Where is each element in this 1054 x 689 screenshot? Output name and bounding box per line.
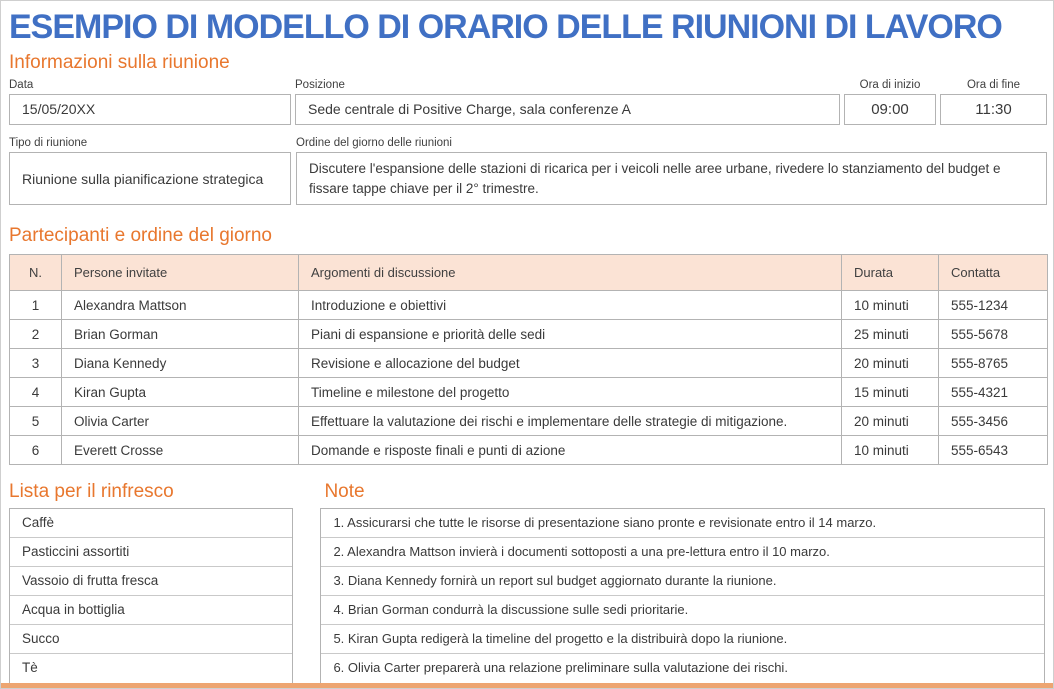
date-field[interactable]: 15/05/20XX	[9, 94, 291, 125]
row-number: 4	[10, 378, 62, 407]
duration: 10 minuti	[842, 436, 939, 465]
discussion-topic: Revisione e allocazione del budget	[299, 349, 842, 378]
contact: 555-4321	[939, 378, 1048, 407]
discussion-topic: Introduzione e obiettivi	[299, 291, 842, 320]
col-header-contact: Contatta	[939, 255, 1048, 291]
col-header-duration: Durata	[842, 255, 939, 291]
note-item: 6. Olivia Carter preparerà una relazione preliminare sulla valutazione dei rischi.	[333, 660, 788, 676]
table-row	[10, 320, 1048, 349]
table-row	[10, 291, 1048, 320]
row-number: 3	[10, 349, 62, 378]
duration: 20 minuti	[842, 407, 939, 436]
participants-table	[9, 254, 1048, 465]
refreshments-section	[9, 481, 293, 684]
meeting-info-section	[1, 52, 1053, 205]
row-number: 5	[10, 407, 62, 436]
invitee-name: Everett Crosse	[62, 436, 299, 465]
duration: 15 minuti	[842, 378, 939, 407]
participants-header-row	[10, 255, 1048, 291]
participants-heading: Partecipanti e ordine del giorno	[9, 225, 273, 247]
invitee-name: Diana Kennedy	[62, 349, 299, 378]
list-item: Tè	[22, 660, 38, 676]
meeting-info-heading: Informazioni sulla riunione	[9, 52, 230, 74]
note-item: 5. Kiran Gupta redigerà la timeline del progetto e la distribuirà dopo la riunione.	[321, 625, 1044, 654]
note-item: 4. Brian Gorman condurrà la discussione sulle sedi prioritarie.	[321, 596, 1044, 625]
list-item: Caffè	[10, 509, 292, 538]
bottom-accent-bar	[1, 683, 1053, 688]
row-number: 2	[10, 320, 62, 349]
contact: 555-1234	[939, 291, 1048, 320]
location-label: Posizione	[295, 79, 345, 92]
list-item: Succo	[10, 625, 292, 654]
table-row	[10, 436, 1048, 465]
contact: 555-5678	[939, 320, 1048, 349]
agenda-label: Ordine del giorno delle riunioni	[296, 137, 452, 150]
duration: 20 minuti	[842, 349, 939, 378]
notes-heading: Note	[324, 481, 365, 503]
discussion-topic: Effettuare la valutazione dei rischi e implementare delle strategie di mitigazione.	[299, 407, 842, 436]
meeting-type-label: Tipo di riunione	[9, 137, 88, 150]
list-item: Acqua in bottiglia	[10, 596, 292, 625]
duration: 25 minuti	[842, 320, 939, 349]
duration: 10 minuti	[842, 291, 939, 320]
row-number: 6	[10, 436, 62, 465]
meeting-type-field[interactable]: Riunione sulla pianificazione strategica	[9, 152, 291, 205]
notes-section	[320, 481, 1045, 684]
table-row	[10, 349, 1048, 378]
refreshments-heading: Lista per il rinfresco	[9, 481, 174, 503]
notes-list	[320, 508, 1045, 684]
list-item: Vassoio di frutta fresca	[10, 567, 292, 596]
table-row	[10, 378, 1048, 407]
page-title: ESEMPIO DI MODELLO DI ORARIO DELLE RIUNIONI DI LAVORO	[9, 8, 1002, 46]
end-time-label: Ora di fine	[966, 79, 1021, 92]
contact: 555-6543	[939, 436, 1048, 465]
agenda-field[interactable]: Discutere l'espansione delle stazioni di ricarica per i veicoli nelle aree urbane, rivedere lo stanziamento del budget e fissare tappe chiave per il 2° trimestre.	[296, 152, 1047, 205]
start-time-field[interactable]: 09:00	[844, 94, 936, 125]
table-row	[10, 407, 1048, 436]
invitee-name: Brian Gorman	[62, 320, 299, 349]
discussion-topic: Piani di espansione e priorità delle sedi	[299, 320, 842, 349]
note-item: 1. Assicurarsi che tutte le risorse di presentazione siano pronte e revisionate entro il 14 marzo.	[321, 509, 1044, 538]
date-label: Data	[9, 79, 34, 92]
note-item: 3. Diana Kennedy fornirà un report sul budget aggiornato durante la riunione.	[321, 567, 1044, 596]
invitee-name: Kiran Gupta	[62, 378, 299, 407]
note-item: 2. Alexandra Mattson invierà i documenti sottoposti a una pre-lettura entro il 10 marzo.	[321, 538, 1044, 567]
list-item: Pasticcini assortiti	[10, 538, 292, 567]
row-number: 1	[10, 291, 62, 320]
discussion-topic: Timeline e milestone del progetto	[299, 378, 842, 407]
contact: 555-3456	[939, 407, 1048, 436]
discussion-topic: Domande e risposte finali e punti di azione	[299, 436, 842, 465]
invitee-name: Olivia Carter	[62, 407, 299, 436]
col-header-invitees: Persone invitate	[62, 255, 299, 291]
start-time-label: Ora di inizio	[859, 79, 921, 92]
col-header-topics: Argomenti di discussione	[299, 255, 842, 291]
col-header-number: N.	[10, 255, 62, 291]
invitee-name: Alexandra Mattson	[62, 291, 299, 320]
end-time-field[interactable]: 11:30	[940, 94, 1047, 125]
participants-section	[1, 225, 1053, 465]
contact: 555-8765	[939, 349, 1048, 378]
refreshments-list	[9, 508, 293, 684]
location-field[interactable]: Sede centrale di Positive Charge, sala conferenze A	[295, 94, 840, 125]
